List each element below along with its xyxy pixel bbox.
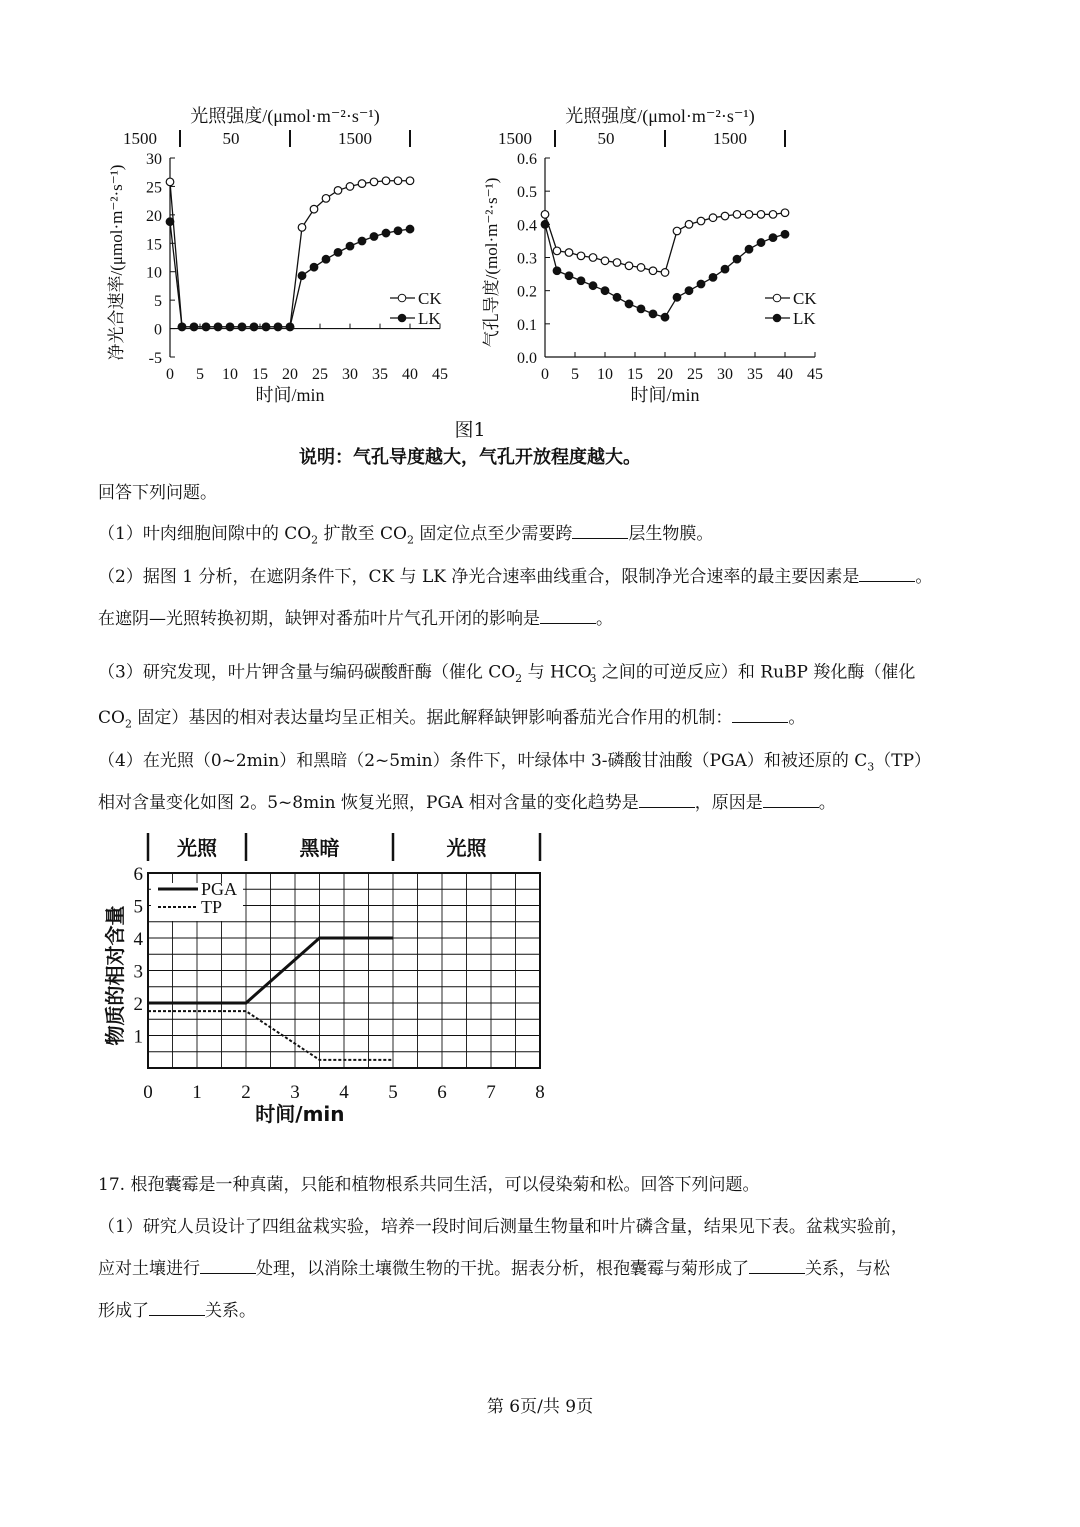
data-point-lk (601, 287, 609, 295)
x-tick-label: 20 (282, 366, 298, 383)
data-point-lk (721, 265, 729, 273)
x-tick-label: 45 (807, 366, 823, 383)
data-point-lk (625, 300, 633, 308)
data-point-lk (589, 282, 597, 290)
series-line-ck (170, 181, 410, 327)
x-tick-label: 25 (312, 366, 328, 383)
data-point-ck (637, 264, 645, 272)
top-segment-label: 1500 (713, 129, 747, 148)
y-tick-label: 0 (154, 321, 162, 339)
x-axis-label: 时间/min (630, 385, 700, 405)
legend-label: CK (793, 289, 817, 308)
data-point-ck (406, 177, 414, 185)
answer-blank[interactable] (859, 565, 915, 582)
data-point-ck (781, 209, 789, 217)
legend-label: LK (418, 309, 441, 328)
legend-marker (773, 294, 781, 302)
question-3a: （3）研究发现，叶片钾含量与编码碳酸酐酶（催化 $CO_2$ 与 $HCO^-_3$ 之间的可逆反应）和 RuBP 羧化酶（催化 (98, 661, 916, 686)
x-tick-label: 40 (777, 366, 793, 383)
figure2-chart (95, 825, 565, 1155)
data-point-ck (322, 195, 330, 203)
data-point-ck (661, 269, 669, 277)
data-point-lk (358, 237, 366, 245)
x-tick-label: 15 (252, 366, 268, 383)
data-point-ck (685, 221, 693, 229)
x-tick-label: 7 (486, 1082, 496, 1103)
top-segment-label: 光照 (177, 836, 217, 860)
x-tick-label: 6 (437, 1082, 447, 1103)
x-tick-label: 2 (241, 1082, 251, 1103)
data-point-lk (649, 310, 657, 318)
data-point-lk (757, 239, 765, 247)
data-point-lk (370, 233, 378, 241)
data-point-ck (358, 180, 366, 188)
data-point-lk (166, 218, 174, 226)
data-point-ck (310, 205, 318, 213)
data-point-lk (661, 313, 669, 321)
legend-label: PGA (201, 879, 238, 899)
data-point-lk (781, 230, 789, 238)
data-point-ck (733, 211, 741, 219)
legend-marker (398, 314, 406, 322)
data-point-lk (577, 277, 585, 285)
x-tick-label: 30 (717, 366, 733, 383)
data-point-ck (370, 178, 378, 186)
data-point-ck (298, 224, 306, 232)
y-tick-label: 4 (133, 929, 143, 950)
y-tick-label: 0.0 (517, 350, 537, 367)
y-tick-label: 0.5 (517, 184, 537, 202)
data-point-lk (178, 323, 186, 331)
data-point-ck (346, 183, 354, 191)
y-tick-label: 3 (133, 961, 143, 983)
data-point-ck (565, 249, 573, 257)
x-tick-label: 25 (687, 366, 703, 383)
data-point-ck (769, 211, 777, 219)
y-tick-label: -5 (148, 350, 162, 367)
data-point-ck (745, 211, 753, 219)
top-segment-label: 黑暗 (299, 836, 340, 860)
data-point-ck (721, 212, 729, 220)
x-tick-label: 35 (372, 366, 388, 383)
data-point-lk (262, 323, 270, 331)
x-tick-label: 5 (571, 366, 579, 383)
legend-label: CK (418, 289, 442, 308)
x-tick-label: 3 (290, 1082, 300, 1103)
series-line-ck (545, 213, 785, 273)
y-axis-label: 气孔导度/(mol·m⁻²·s⁻¹) (482, 177, 501, 348)
question-4a: （4）在光照（0~2min）和黑暗（2~5min）条件下，叶绿体中 3-磷酸甘油酸（PGA）和被还原的 $C_3(TP)$ (98, 751, 932, 774)
answer-blank[interactable] (200, 1257, 256, 1274)
data-point-lk (673, 294, 681, 302)
data-point-lk (274, 323, 282, 331)
x-tick-label: 30 (342, 366, 358, 383)
figure1-note: 说明：气孔导度越大，气孔开放程度越大。 (299, 447, 641, 468)
y-axis-label: 净光合速率/(μmol·m⁻²·s⁻¹) (107, 164, 126, 361)
y-tick-label: 20 (146, 207, 162, 225)
y-tick-label: 5 (154, 293, 162, 311)
x-tick-label: 4 (339, 1082, 349, 1103)
y-axis-label: 物质的相对含量 (103, 905, 127, 1046)
y-tick-label: 0.4 (517, 217, 537, 235)
y-tick-label: 1 (133, 1026, 143, 1048)
data-point-lk (310, 263, 318, 271)
figure1-right-chart (470, 95, 870, 410)
x-tick-label: 0 (166, 366, 174, 383)
data-point-lk (541, 221, 549, 229)
y-tick-label: 0.3 (517, 250, 537, 268)
legend-label: LK (793, 309, 816, 328)
data-point-ck (613, 259, 621, 267)
question-2b: 在遮阴—光照转换初期，缺钾对番茄叶片气孔开闭的影响是 。 (98, 609, 613, 629)
data-point-ck (757, 211, 765, 219)
data-point-lk (238, 323, 246, 331)
x-tick-label: 45 (432, 366, 448, 383)
question-17-1b: 应对土壤进行 处理，以消除土壤微生物的干扰。据表分析，根孢囊霉与菊形成了 关系，与松 (98, 1259, 890, 1279)
data-point-lk (226, 323, 234, 331)
data-point-lk (334, 249, 342, 257)
top-segment-label: 50 (597, 129, 615, 148)
y-tick-label: 15 (146, 236, 162, 254)
answer-blank[interactable] (732, 706, 788, 723)
data-point-lk (190, 323, 198, 331)
x-tick-label: 0 (541, 366, 549, 383)
question-4b: 相对含量变化如图 2。5~8min 恢复光照，PGA 相对含量的变化趋势是 ，原因是 。 (98, 793, 836, 813)
data-point-ck (541, 211, 549, 219)
data-point-lk (685, 287, 693, 295)
legend-marker (398, 294, 406, 302)
question-17-1c: 形成了 关系。 (98, 1301, 256, 1321)
data-point-lk (565, 272, 573, 280)
y-tick-label: 0.6 (517, 151, 537, 168)
data-point-ck (166, 178, 174, 186)
answer-blank[interactable] (149, 1299, 205, 1316)
x-tick-label: 10 (597, 366, 613, 383)
data-point-lk (406, 225, 414, 233)
x-tick-label: 5 (388, 1082, 398, 1103)
x-tick-label: 8 (535, 1082, 545, 1103)
data-point-ck (577, 252, 585, 260)
data-point-lk (637, 305, 645, 313)
x-tick-label: 15 (627, 366, 643, 383)
x-tick-label: 35 (747, 366, 763, 383)
top-segment-label: 1500 (498, 129, 532, 148)
answer-blank[interactable] (572, 522, 628, 539)
x-tick-label: 20 (657, 366, 673, 383)
top-segment-label: 50 (222, 129, 240, 148)
data-point-lk (745, 245, 753, 253)
data-point-lk (394, 227, 402, 235)
data-point-ck (625, 262, 633, 270)
question-17-1a: （1）研究人员设计了四组盆栽实验，培养一段时间后测量生物量和叶片磷含量，结果见下表。盆栽实验前， (98, 1217, 908, 1237)
data-point-lk (346, 242, 354, 250)
data-point-ck (709, 214, 717, 222)
data-point-ck (553, 247, 561, 255)
data-point-ck (697, 217, 705, 225)
legend-marker (773, 314, 781, 322)
data-point-lk (214, 323, 222, 331)
data-point-ck (334, 187, 342, 195)
x-axis-label: 时间/min (255, 1102, 345, 1126)
y-tick-label: 0.2 (517, 283, 537, 301)
x-axis-label: 时间/min (255, 385, 325, 405)
question-17: 17. 根孢囊霉是一种真菌，只能和植物根系共同生活，可以侵染菊和松。回答下列问题。 (98, 1175, 760, 1195)
y-tick-label: 6 (133, 864, 143, 885)
data-point-lk (202, 323, 210, 331)
question-1: （1）叶肉细胞间隙中的 $CO_2$ 扩散至 $CO_2$ 固定位点至少需要跨 层生物膜。 (98, 524, 714, 547)
figure1-left-chart (95, 95, 485, 410)
data-point-ck (673, 227, 681, 235)
page-footer: 第 6页/共 9页 (486, 1397, 594, 1417)
x-tick-label: 0 (143, 1082, 153, 1103)
y-tick-label: 10 (146, 264, 162, 282)
x-tick-label: 5 (196, 366, 204, 383)
data-point-ck (649, 267, 657, 275)
x-tick-label: 10 (222, 366, 238, 383)
data-point-lk (322, 255, 330, 263)
intro-text: 回答下列问题。 (98, 483, 217, 503)
data-point-lk (286, 323, 294, 331)
top-axis-label: 光照强度/(μmol·m⁻²·s⁻¹) (565, 106, 755, 126)
data-point-lk (709, 274, 717, 282)
data-point-lk (613, 294, 621, 302)
top-axis-label: 光照强度/(μmol·m⁻²·s⁻¹) (190, 106, 380, 126)
data-point-ck (589, 254, 597, 262)
data-point-lk (298, 272, 306, 280)
top-segment-label: 光照 (446, 836, 487, 860)
y-tick-label: 30 (146, 151, 162, 168)
y-tick-label: 5 (133, 896, 143, 918)
answer-blank[interactable] (763, 791, 819, 808)
data-point-lk (733, 255, 741, 263)
y-tick-label: 2 (133, 994, 143, 1015)
figure1-caption: 图1 (454, 419, 486, 441)
answer-blank[interactable] (639, 791, 695, 808)
data-point-lk (250, 323, 258, 331)
question-2a: （2）据图 1 分析，在遮阴条件下，CK 与 LK 净光合速率曲线重合，限制净光合速率的最主要因素是 。 (98, 567, 933, 587)
data-point-lk (382, 229, 390, 237)
data-point-ck (394, 177, 402, 185)
x-tick-label: 1 (192, 1082, 202, 1103)
answer-blank[interactable] (749, 1257, 805, 1274)
top-segment-label: 1500 (123, 129, 157, 148)
question-3b: $CO_2$ 固定）基因的相对表达量均呈正相关。据此解释缺钾影响番茄光合作用的机制： 。 (98, 708, 806, 731)
legend-label: TP (201, 897, 223, 917)
x-tick-label: 40 (402, 366, 418, 383)
data-point-lk (697, 280, 705, 288)
answer-blank[interactable] (540, 607, 596, 624)
y-tick-label: 0.1 (517, 316, 537, 334)
data-point-ck (601, 257, 609, 265)
data-point-ck (382, 177, 390, 185)
top-segment-label: 1500 (338, 129, 372, 148)
y-tick-label: 25 (146, 179, 162, 197)
data-point-lk (553, 267, 561, 275)
data-point-lk (769, 234, 777, 242)
